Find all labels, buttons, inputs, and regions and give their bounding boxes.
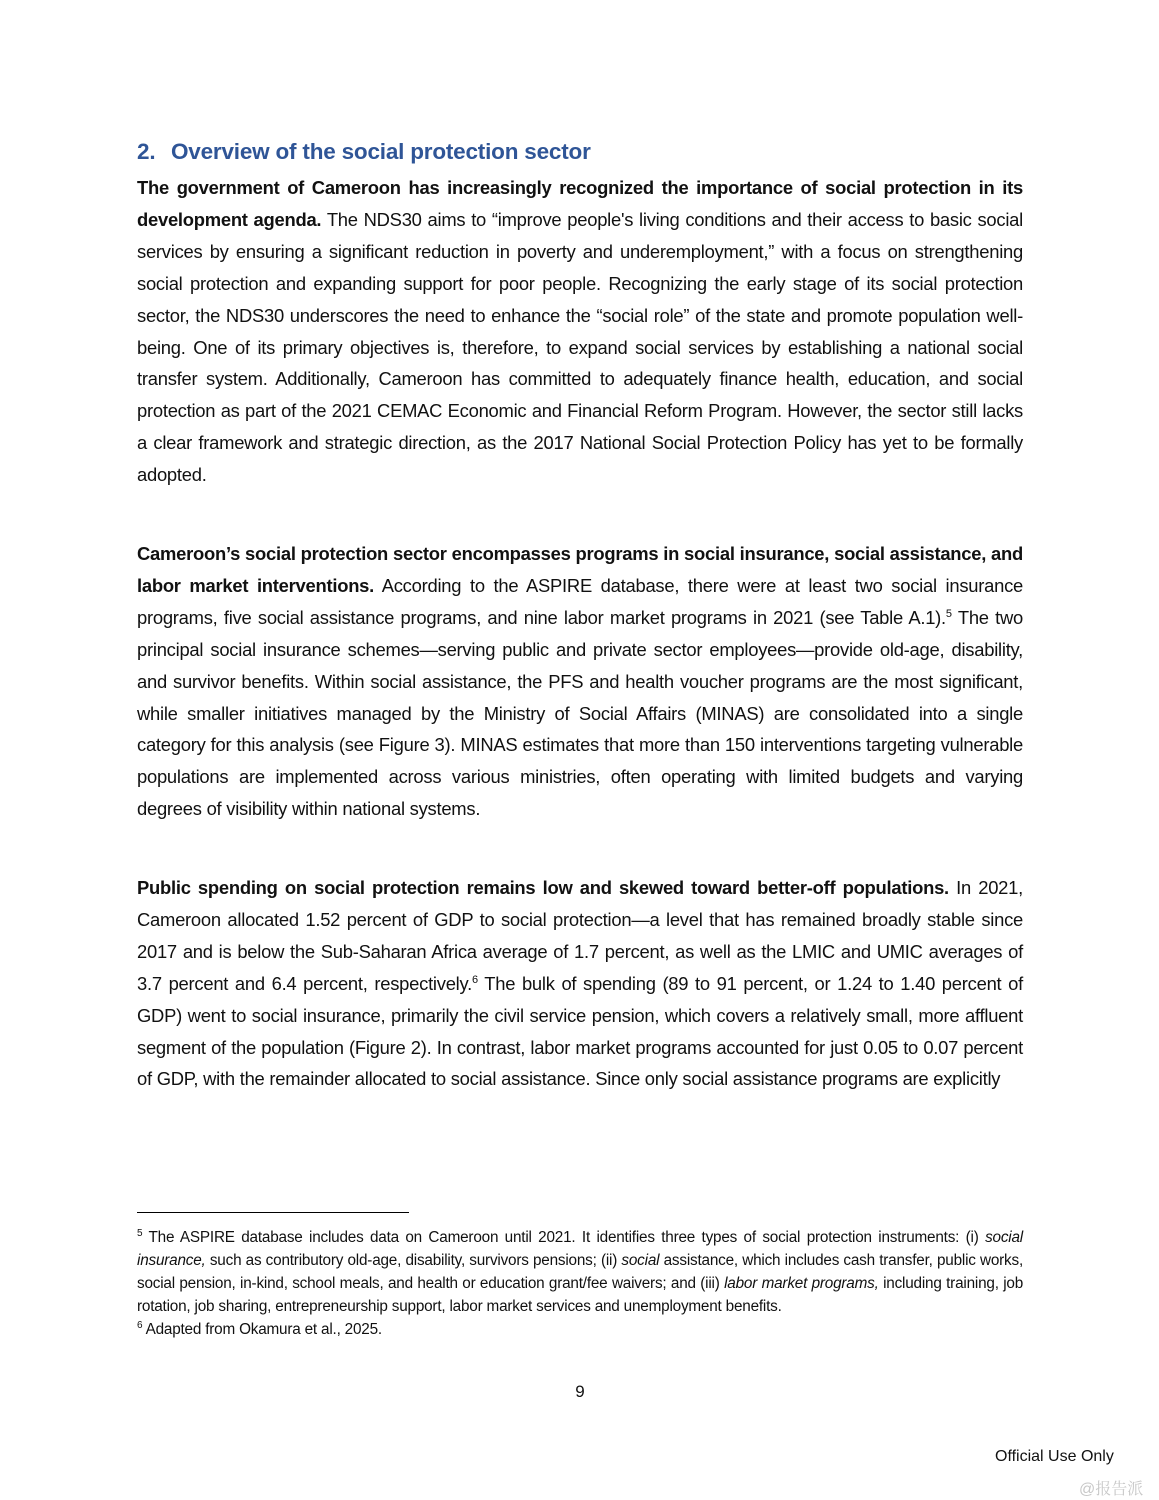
paragraph-body: In 2021, Cameroon allocated 1.52 percent of GDP to social protection—a level that has remained broadly stable since 2017 and is below the Sub-Saharan Africa average of 1.7 percent, as well as the LMIC and UMIC averages of 3.7 percent and 6.4 percent, respectively. (137, 877, 1023, 994)
paragraph-body-continued: The bulk of spending (89 to 91 percent, or 1.24 to 1.40 percent of GDP) went to social insurance, primarily the civil service pension, which covers a relatively small, more affluent segment of the population (Figure 2). In contrast, labor market programs accounted for just 0.05 to 0.07 percent of GDP, with the remainder allocated to social assistance. Since only social assistance programs are explicitly (137, 972, 1023, 1090)
paragraph-body: According to the ASPIRE database, there were at least two social insurance programs, five social assistance programs, and nine labor market programs in 2021 (see Table A.1). (137, 574, 1023, 628)
footnote-emphasis: labor market programs, (724, 1275, 879, 1292)
footnote-separator (137, 1212, 409, 1213)
paragraph-body: The NDS30 aims to “improve people's living conditions and their access to basic social services by ensuring a significant reduction in poverty and underemployment,” with a focus on strengthening social protection and expanding support for poor people. Recognizing the early stage of its social protection sector, the NDS30 underscores the need to enhance the “social role” of the state and promote population well-being. One of its primary objectives is, therefore, to expand social services by establishing a national social transfer system. Additionally, Cameroon has committed to adequately finance health, education, and social protection as part of the 2021 CEMAC Economic and Financial Reform Program. However, the sector still lacks a clear framework and strategic direction, as the 2017 National Social Protection Policy has yet to be formally adopted. (137, 208, 1024, 486)
footnote-6 (137, 1318, 1023, 1341)
footnote-emphasis: social (621, 1252, 660, 1269)
paragraph-body-continued: The two principal social insurance schemes—serving public and private sector employees—provide old-age, disability, and survivor benefits. Within social assistance, the PFS and health voucher programs are the most significant, while smaller initiatives managed by the Ministry of Social Affairs (MINAS) are consolidated into a single category for this analysis (see Figure 3). MINAS estimates that more than 150 interventions targeting vulnerable populations are implemented across various ministries, often operating with limited budgets and varying degrees of visibility within national systems. (137, 606, 1024, 820)
footnote-number: 5 (137, 1227, 143, 1239)
footnote-reference-5[interactable]: 5 (945, 607, 952, 620)
paragraph-sector-programs (137, 538, 1023, 825)
section-number: 2. (137, 139, 156, 164)
footnote-text: Adapted from Okamura et al., 2025. (142, 1321, 382, 1338)
paragraph-lead: Public spending on social protection remains low and skewed toward better-off populations. (137, 877, 949, 898)
paragraph-government-recognition (137, 172, 1023, 491)
footnote-number: 6 (137, 1319, 143, 1331)
paragraph-public-spending (137, 872, 1023, 1095)
footnote-5 (137, 1226, 1023, 1318)
classification-label: Official Use Only (995, 1448, 1114, 1465)
section-title: Overview of the social protection sector (171, 139, 591, 164)
paragraph-lead: Cameroon’s social protection sector encompasses programs in social insurance, social assistance, and labor market interventions. (137, 543, 1023, 596)
footnotes (137, 1226, 1023, 1341)
paragraph-lead: The government of Cameroon has increasingly recognized the importance of social protection in its development agenda. (137, 177, 1023, 230)
footnote-text: assistance, which includes cash transfer, public works, social pension, in-kind, school meals, and health or education grant/fee waivers; and (iii) (137, 1252, 1023, 1292)
footnote-emphasis: social insurance, (137, 1229, 1023, 1269)
footnote-text: such as contributory old-age, disability, survivors pensions; (ii) (205, 1252, 622, 1269)
watermark: @报告派 (1079, 1481, 1144, 1498)
footnote-text: including training, job rotation, job sharing, entrepreneurship support, labor market services and unemployment benefits. (137, 1275, 1024, 1315)
section-heading (137, 139, 591, 165)
footnote-text: The ASPIRE database includes data on Cameroon until 2021. It identifies three types of social protection instruments: (i) (142, 1229, 986, 1246)
footnote-reference-6[interactable]: 6 (471, 973, 478, 986)
page-number: 9 (575, 1382, 585, 1401)
